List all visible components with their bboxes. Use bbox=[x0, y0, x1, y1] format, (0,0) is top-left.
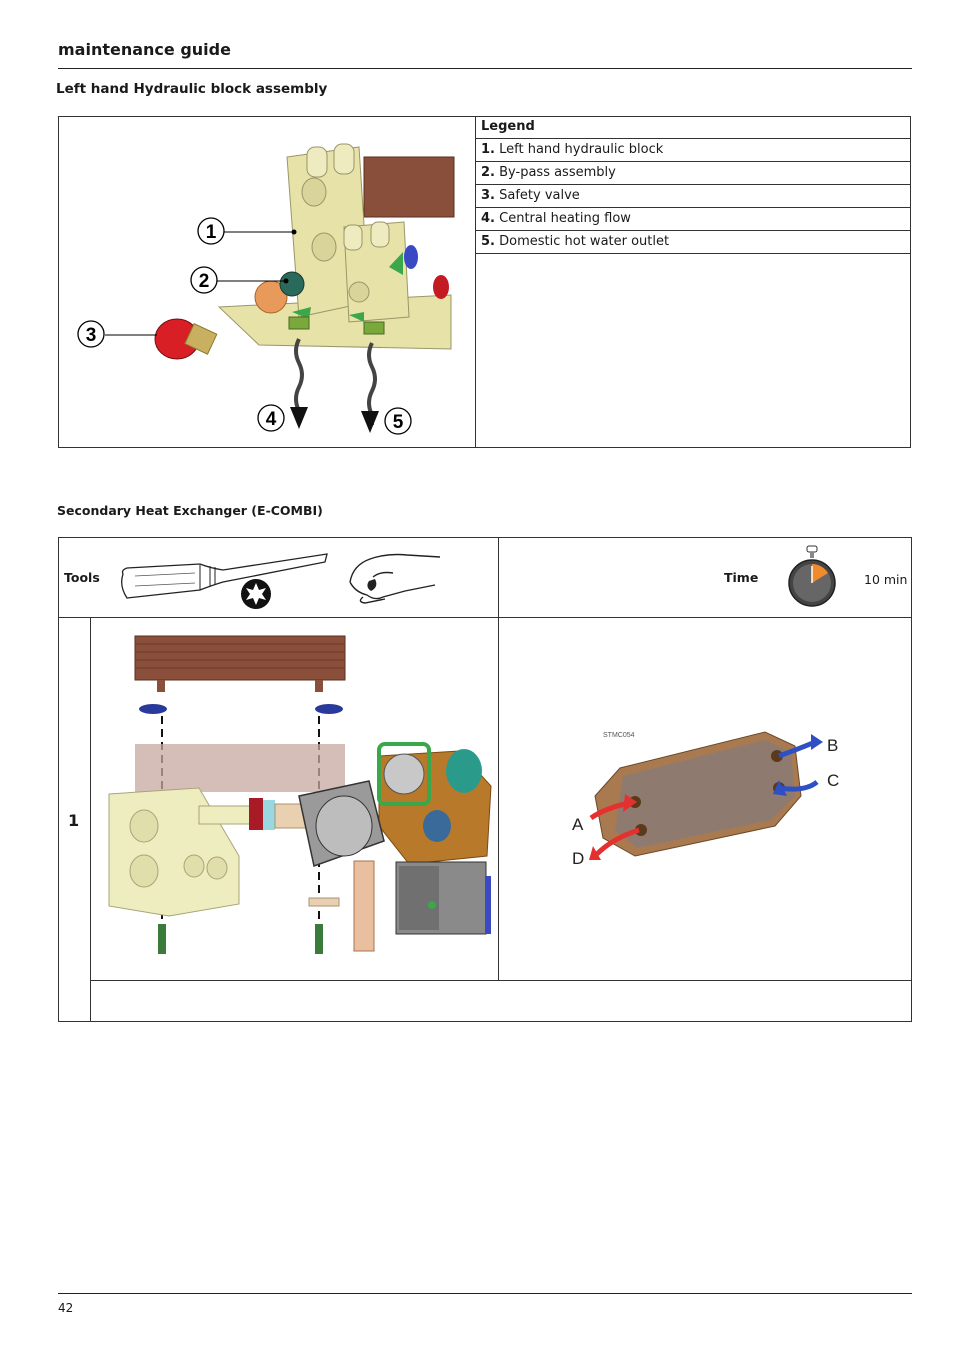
page-header-title: maintenance guide bbox=[58, 40, 231, 59]
legend-heading-row bbox=[476, 116, 911, 139]
legend-item-label: Domestic hot water outlet bbox=[499, 234, 670, 249]
hydraulic-block-illustration bbox=[59, 117, 475, 447]
table-divider bbox=[90, 617, 91, 1022]
torx-bit-icon bbox=[240, 578, 272, 610]
callout-5: 5 bbox=[392, 412, 404, 433]
page-number: 42 bbox=[58, 1301, 74, 1315]
callout-4: 4 bbox=[265, 409, 277, 430]
legend-heading: Legend bbox=[481, 119, 535, 134]
port-label-a: A bbox=[572, 815, 584, 834]
legend-item bbox=[476, 139, 911, 162]
heat-exchanger-exploded-illustration bbox=[99, 626, 495, 964]
legend-item-number: 4. bbox=[481, 211, 495, 226]
legend-item-number: 3. bbox=[481, 188, 495, 203]
plate-heat-exchanger-ports-diagram bbox=[565, 726, 850, 866]
port-label-c: C bbox=[827, 771, 840, 790]
legend-item-number: 2. bbox=[481, 165, 495, 180]
time-value: 10 min bbox=[864, 572, 908, 587]
legend-item bbox=[476, 162, 911, 185]
footer-divider bbox=[58, 1293, 912, 1294]
diagram-code: STMC054 bbox=[603, 732, 635, 739]
legend-item bbox=[476, 208, 911, 231]
screwdriver-icon bbox=[115, 546, 335, 612]
legend-item bbox=[476, 231, 911, 254]
header-divider bbox=[58, 68, 912, 69]
legend-item-label: By-pass assembly bbox=[499, 165, 616, 180]
time-label: Time bbox=[724, 570, 759, 585]
legend-item-label: Left hand hydraulic block bbox=[499, 142, 664, 157]
port-label-b: B bbox=[827, 736, 839, 755]
legend-item bbox=[476, 185, 911, 208]
callout-3: 3 bbox=[85, 325, 97, 346]
stopwatch-icon bbox=[786, 544, 838, 610]
step-number: 1 bbox=[68, 811, 80, 830]
table-divider bbox=[90, 980, 912, 981]
port-label-d: D bbox=[572, 849, 585, 866]
callout-2: 2 bbox=[198, 271, 210, 292]
hand-icon bbox=[345, 547, 443, 605]
section-title-heat-exchanger: Secondary Heat Exchanger (E-COMBI) bbox=[57, 503, 323, 518]
table-divider bbox=[498, 537, 499, 981]
legend-item-number: 1. bbox=[481, 142, 495, 157]
callout-1: 1 bbox=[205, 222, 217, 243]
table-divider bbox=[58, 617, 912, 618]
legend-item-number: 5. bbox=[481, 234, 495, 249]
legend-item-label: Central heating flow bbox=[499, 211, 631, 226]
legend-item-label: Safety valve bbox=[499, 188, 580, 203]
tools-label: Tools bbox=[64, 570, 100, 585]
section-title-hydraulic-block: Left hand Hydraulic block assembly bbox=[56, 81, 328, 97]
